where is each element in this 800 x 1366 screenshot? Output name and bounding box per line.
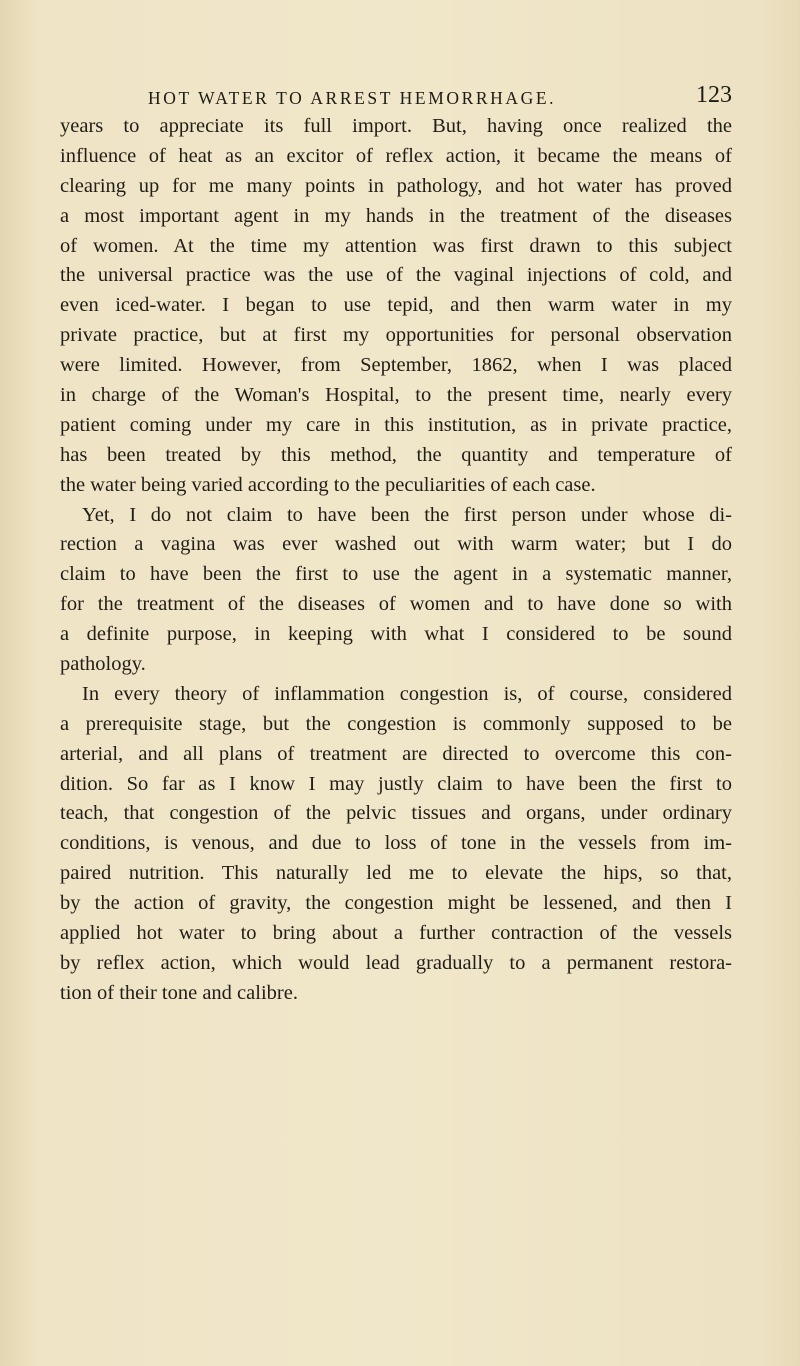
text-line: rection a vagina was ever washed out with warm water; but I do <box>60 533 732 556</box>
text-line: arterial, and all plans of treatment are directed to overcome this con- <box>60 742 732 765</box>
text-line: dition. So far as I know I may justly claim to have been the first to <box>60 772 732 795</box>
text-line: the water being varied according to the peculiarities of each case. <box>60 473 596 496</box>
paragraph-3 <box>60 680 732 1009</box>
text-line: has been treated by this method, the quantity and temperature of <box>60 443 732 466</box>
page-number: 123 <box>696 82 732 108</box>
page-header <box>60 82 732 112</box>
running-head: HOT WATER TO ARREST HEMORRHAGE. <box>148 88 557 108</box>
text-line: for the treatment of the diseases of women and to have done so with <box>60 593 732 616</box>
body-text <box>60 112 732 1009</box>
text-line: a most important agent in my hands in the treatment of the diseases <box>60 204 732 227</box>
text-line: tion of their tone and calibre. <box>60 981 298 1004</box>
text-line: teach, that congestion of the pelvic tissues and organs, under ordinary <box>60 802 732 825</box>
text-line: were limited. However, from September, 1862, when I was placed <box>60 354 732 377</box>
text-line: in charge of the Woman's Hospital, to the present time, nearly every <box>60 384 732 407</box>
text-line: pathology. <box>60 653 146 676</box>
text-line: applied hot water to bring about a further contraction of the vessels <box>60 922 732 945</box>
text-line: a definite purpose, in keeping with what I considered to be sound <box>60 623 732 646</box>
text-line: influence of heat as an excitor of reflex action, it became the means of <box>60 144 732 167</box>
paragraph-2 <box>60 501 732 680</box>
text-line: Yet, I do not claim to have been the first person under whose di- <box>82 503 732 526</box>
text-line: by reflex action, which would lead gradually to a permanent restora- <box>60 951 732 974</box>
text-line: conditions, is venous, and due to loss of tone in the vessels from im- <box>60 832 732 855</box>
text-line: by the action of gravity, the congestion might be lessened, and then I <box>60 892 732 915</box>
text-line: of women. At the time my attention was first drawn to this subject <box>60 234 732 257</box>
text-line: years to appreciate its full import. But, having once realized the <box>60 115 732 137</box>
text-line: paired nutrition. This naturally led me to elevate the hips, so that, <box>60 862 732 885</box>
text-line: even iced-water. I began to use tepid, and then warm water in my <box>60 294 732 317</box>
text-line: claim to have been the first to use the agent in a systematic manner, <box>60 563 732 586</box>
text-line: In every theory of inflammation congestion is, of course, considered <box>82 682 732 705</box>
text-line: clearing up for me many points in pathology, and hot water has proved <box>60 174 732 197</box>
text-line: the universal practice was the use of the vaginal injections of cold, and <box>60 264 732 287</box>
text-line: a prerequisite stage, but the congestion is commonly supposed to be <box>60 712 732 735</box>
text-line: patient coming under my care in this institution, as in private practice, <box>60 413 732 436</box>
text-line: private practice, but at first my opportunities for personal observation <box>60 324 732 347</box>
paragraph-1 <box>60 112 732 501</box>
